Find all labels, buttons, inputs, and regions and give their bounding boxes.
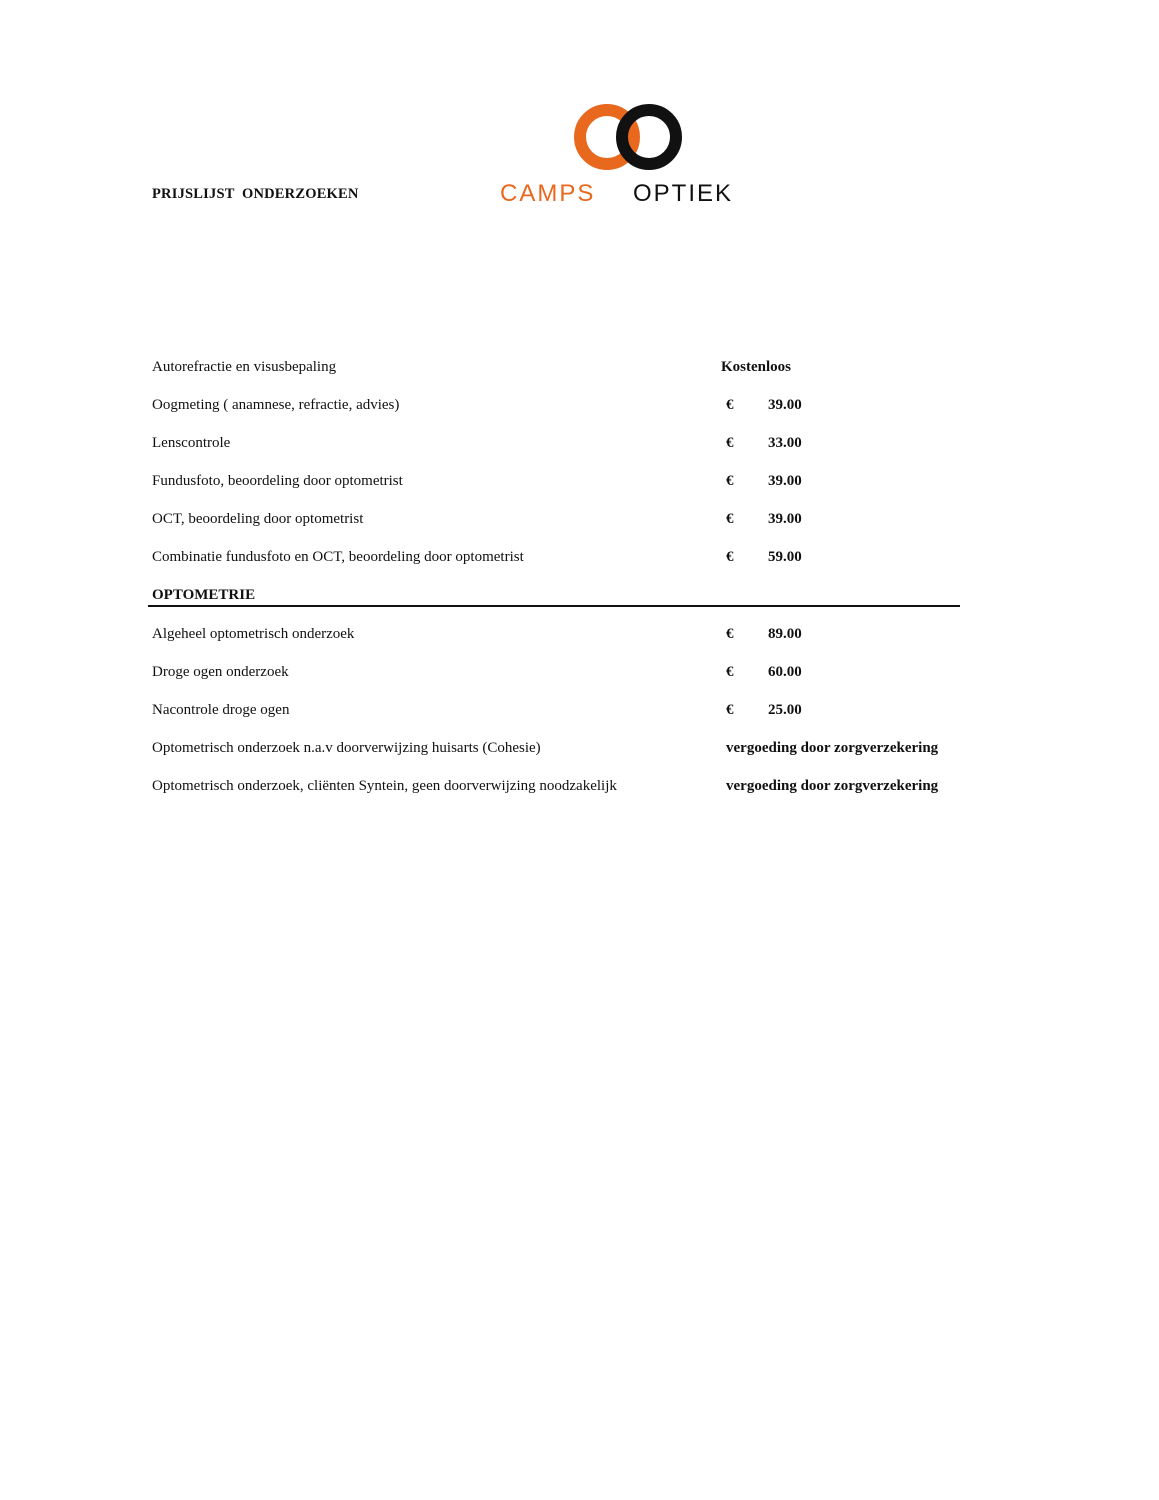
- exam-label: Lenscontrole: [152, 435, 231, 451]
- optometrie-heading: OPTOMETRIE: [152, 587, 256, 603]
- exam-label: Fundusfoto, beoordeling door optometrist: [152, 473, 403, 489]
- price-row: [0, 624, 1159, 648]
- optometrie-amount: 25.00: [768, 702, 802, 718]
- exam-label: Autorefractie en visusbepaling: [152, 359, 337, 375]
- exam-label: OCT, beoordeling door optometrist: [152, 511, 364, 527]
- optometrie-label: Droge ogen onderzoek: [152, 664, 289, 680]
- logo-text-camps: CAMPS: [500, 180, 596, 207]
- optometrie-label: Nacontrole droge ogen: [152, 702, 290, 718]
- optometrie-label: Optometrisch onderzoek, cliënten Syntein, geen doorverwijzing noodzakelijk: [152, 778, 617, 794]
- currency-symbol: €: [726, 397, 734, 413]
- exam-label: Combinatie fundusfoto en OCT, beoordeling door optometrist: [152, 549, 524, 565]
- currency-symbol: €: [726, 664, 734, 680]
- exam-amount: 39.00: [768, 511, 802, 527]
- optometrie-label: Optometrisch onderzoek n.a.v doorverwijzing huisarts (Cohesie): [152, 740, 541, 756]
- currency-symbol: €: [726, 626, 734, 642]
- logo-text-optiek: OPTIEK: [633, 180, 734, 207]
- optometrie-label: Algeheel optometrisch onderzoek: [152, 626, 355, 642]
- camps-optiek-logo: [496, 100, 756, 215]
- optometrie-amount: 89.00: [768, 626, 802, 642]
- section-divider: [148, 605, 960, 607]
- price-row: [0, 395, 1159, 419]
- document-title: PRIJSLIJST ONDERZOEKEN: [152, 186, 359, 202]
- exam-amount: 39.00: [768, 397, 802, 413]
- exam-price-text: Kostenloos: [721, 359, 792, 375]
- exam-amount: 59.00: [768, 549, 802, 565]
- price-row: [0, 509, 1159, 533]
- currency-symbol: €: [726, 511, 734, 527]
- currency-symbol: €: [726, 702, 734, 718]
- price-row: [0, 776, 1159, 800]
- price-row: [0, 433, 1159, 457]
- currency-symbol: €: [726, 473, 734, 489]
- price-row: [0, 700, 1159, 724]
- price-row: [0, 471, 1159, 495]
- currency-symbol: €: [726, 549, 734, 565]
- exam-label: Oogmeting ( anamnese, refractie, advies): [152, 397, 400, 413]
- price-row: [0, 547, 1159, 571]
- optometrie-amount: 60.00: [768, 664, 802, 680]
- price-row: [0, 738, 1159, 762]
- exam-amount: 39.00: [768, 473, 802, 489]
- optometrie-price-text: vergoeding door zorgverzekering: [726, 778, 939, 794]
- price-row: [0, 357, 1159, 381]
- logo-graphic: [496, 100, 756, 215]
- price-row: [0, 662, 1159, 686]
- optometrie-price-text: vergoeding door zorgverzekering: [726, 740, 939, 756]
- currency-symbol: €: [726, 435, 734, 451]
- exam-amount: 33.00: [768, 435, 802, 451]
